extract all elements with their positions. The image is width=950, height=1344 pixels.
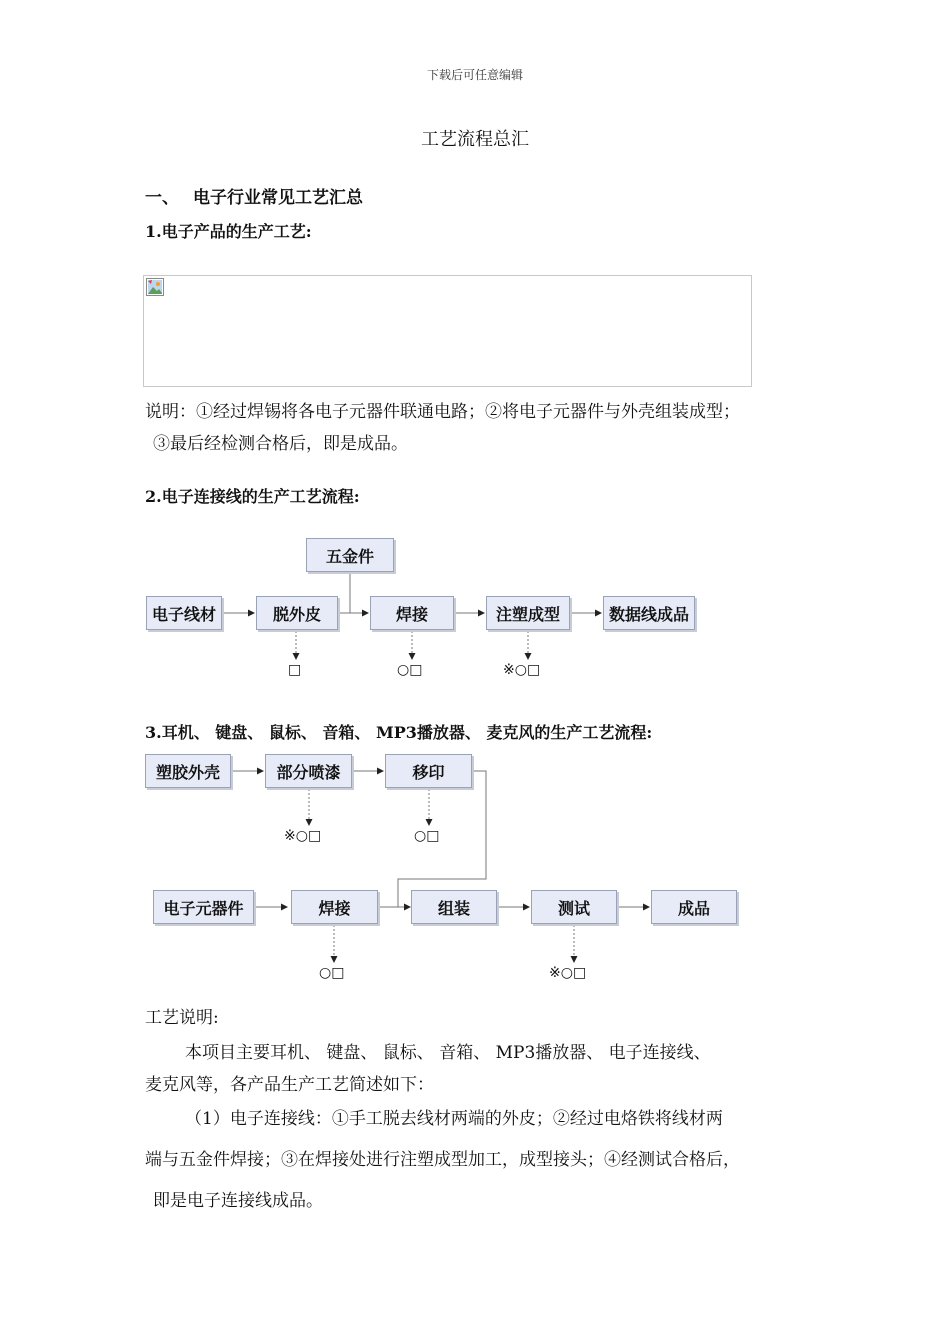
broken-image-placeholder <box>143 275 752 387</box>
flow-box-testing: 测试 <box>531 890 617 924</box>
header-note: 下载后可任意编辑 <box>426 68 523 82</box>
section-heading <box>145 183 363 208</box>
flow-box-electronic-components: 电子元器件 <box>153 890 254 924</box>
flow-box-cable-product: 数据线成品 <box>603 596 695 630</box>
process-explain-line-2: 麦克风等，各产品生产工艺简述如下： <box>145 1075 434 1095</box>
flow-box-welding-2: 焊接 <box>291 890 378 924</box>
flow-box-partial-painting: 部分喷漆 <box>265 754 352 788</box>
explain-line-1: 说明：①经过焊锡将各电子元器件联通电路；②将电子元器件与外壳组装成型； <box>145 402 740 422</box>
pollution-mark: ※○□ <box>503 662 541 678</box>
subsection-1-title: 1.电子产品的生产工艺: <box>145 222 312 241</box>
flow-box-assembly: 组装 <box>411 890 497 924</box>
flow-box-strip-sheath: 脱外皮 <box>256 596 338 630</box>
pollution-mark: □ <box>288 662 302 678</box>
flow-box-wire-material: 电子线材 <box>146 596 222 630</box>
document-title: 工艺流程总汇 <box>421 129 529 150</box>
flow-box-finished-product: 成品 <box>651 890 737 924</box>
pollution-mark: ※○□ <box>549 965 587 981</box>
process-explain-line-5: 即是电子连接线成品。 <box>153 1191 323 1211</box>
flow-box-welding: 焊接 <box>370 596 454 630</box>
subsection-3-title: 3.耳机、 键盘、 鼠标、 音箱、 MP3播放器、 麦克风的生产工艺流程: <box>145 723 653 742</box>
process-explain-line-3: （1）电子连接线：①手工脱去线材两端的外皮；②经过电烙铁将线材两 <box>185 1109 723 1129</box>
pollution-mark: ○□ <box>414 828 440 844</box>
flow-box-hardware: 五金件 <box>306 538 394 572</box>
broken-image-icon <box>146 278 164 296</box>
flow-box-plastic-shell: 塑胶外壳 <box>145 754 231 788</box>
flow-box-injection-molding: 注塑成型 <box>486 596 570 630</box>
section-number: 一、 <box>145 188 179 208</box>
section-title: 电子行业常见工艺汇总 <box>193 188 363 208</box>
process-explain-heading: 工艺说明: <box>145 1008 219 1028</box>
pollution-mark: ○□ <box>319 965 345 981</box>
pollution-mark: ※○□ <box>284 828 322 844</box>
process-explain-line-1: 本项目主要耳机、 键盘、 鼠标、 音箱、 MP3播放器、 电子连接线、 <box>185 1043 711 1063</box>
pollution-mark: ○□ <box>397 662 423 678</box>
subsection-2-title: 2.电子连接线的生产工艺流程: <box>145 487 360 506</box>
flow-box-pad-printing: 移印 <box>385 754 472 788</box>
process-explain-line-4: 端与五金件焊接；③在焊接处进行注塑成型加工，成型接头；④经测试合格后， <box>145 1150 740 1170</box>
explain-line-2: ③最后经检测合格后，即是成品。 <box>153 434 408 454</box>
